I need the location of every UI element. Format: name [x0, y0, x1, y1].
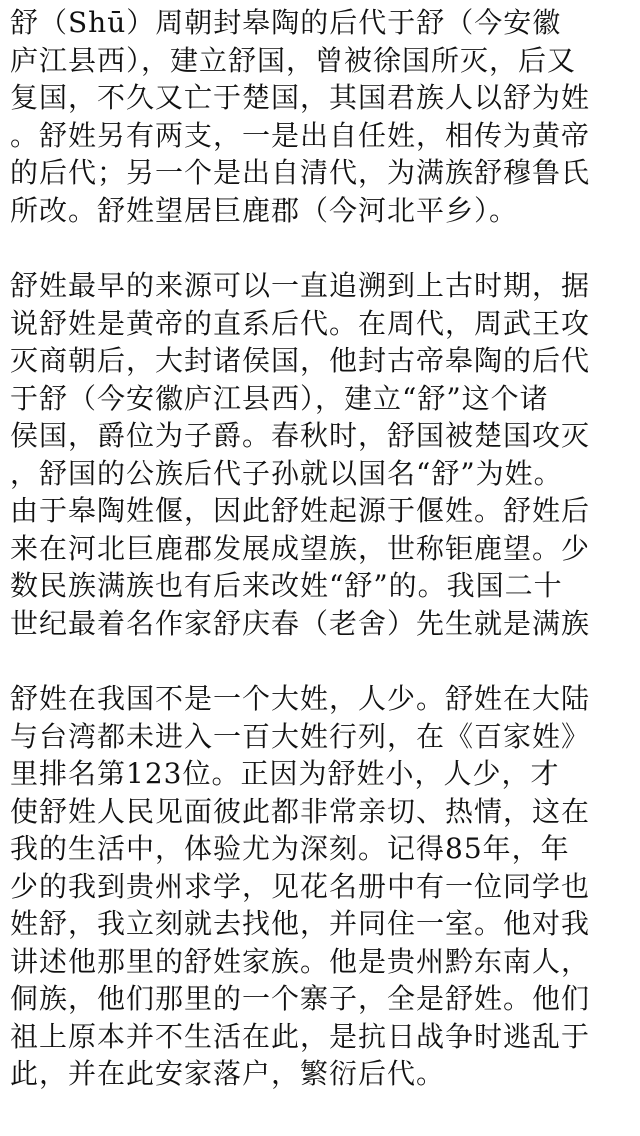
text-line: 灭商朝后，大封诸侯国，他封古帝皋陶的后代 [10, 344, 591, 377]
text-line: 与台湾都未进入一百大姓行列，在《百家姓》 [10, 719, 591, 753]
text-line: 说舒姓是黄帝的直系后代。在周代，周武王攻 [10, 306, 591, 340]
text-line: 来在河北巨鹿郡发展成望族，世称钜鹿望。少 [10, 531, 591, 565]
text-line: 舒（Shū）周朝封皋陶的后代于舒（今安徽 [10, 6, 562, 39]
text-line: 里排名第123位。正因为舒姓小，人少，才 [10, 757, 560, 790]
paragraph-history [10, 267, 630, 642]
paragraph-personal [10, 680, 630, 1093]
text-line: 的后代；另一个是出自清代，为满族舒穆鲁氏 [10, 156, 591, 189]
text-line: 庐江县西），建立舒国，曾被徐国所灭，后又 [10, 43, 577, 77]
text-line: 姓舒，我立刻就去找他，并同住一室。他对我 [10, 907, 591, 940]
paragraph-spacer [10, 642, 630, 680]
paragraph-spacer [10, 229, 630, 267]
text-line: 我的生活中，体验尤为深刻。记得85年，年 [10, 832, 570, 865]
text-line: 讲述他那里的舒姓家族。他是贵州黔东南人， [10, 944, 591, 978]
text-line: 由于皋陶姓偃，因此舒姓起源于偃姓。舒姓后 [10, 494, 591, 527]
text-line: 少的我到贵州求学，见花名册中有一位同学也 [10, 869, 591, 903]
text-line: 侗族，他们那里的一个寨子，全是舒姓。他们 [10, 982, 591, 1015]
text-line: 侯国，爵位为子爵。春秋时，舒国被楚国攻灭 [10, 419, 591, 452]
paragraph-origin [10, 4, 630, 229]
text-line: 祖上原本并不生活在此，是抗日战争时逃乱于 [10, 1019, 591, 1053]
text-line: 数民族满族也有后来改姓“舒”的。我国二十 [10, 569, 563, 602]
text-line: 此，并在此安家落户，繁衍后代。 [10, 1057, 446, 1090]
text-line: ，舒国的公族后代子孙就以国名“舒”为姓。 [10, 456, 563, 490]
text-line: 于舒（今安徽庐江县西），建立“舒”这个诸 [10, 381, 549, 415]
text-line: 所改。舒姓望居巨鹿郡（今河北平乡）。 [10, 193, 519, 227]
text-line: 使舒姓人民见面彼此都非常亲切、热情，这在 [10, 794, 591, 828]
text-line: 舒姓在我国不是一个大姓，人少。舒姓在大陆 [10, 682, 591, 715]
text-line: 复国，不久又亡于楚国，其国君族人以舒为姓 [10, 81, 591, 114]
text-line: 。舒姓另有两支，一是出自任姓，相传为黄帝 [10, 118, 591, 152]
text-line: 舒姓最早的来源可以一直追溯到上古时期，据 [10, 269, 591, 302]
text-line: 世纪最着名作家舒庆春（老舍）先生就是满族 [10, 606, 591, 640]
